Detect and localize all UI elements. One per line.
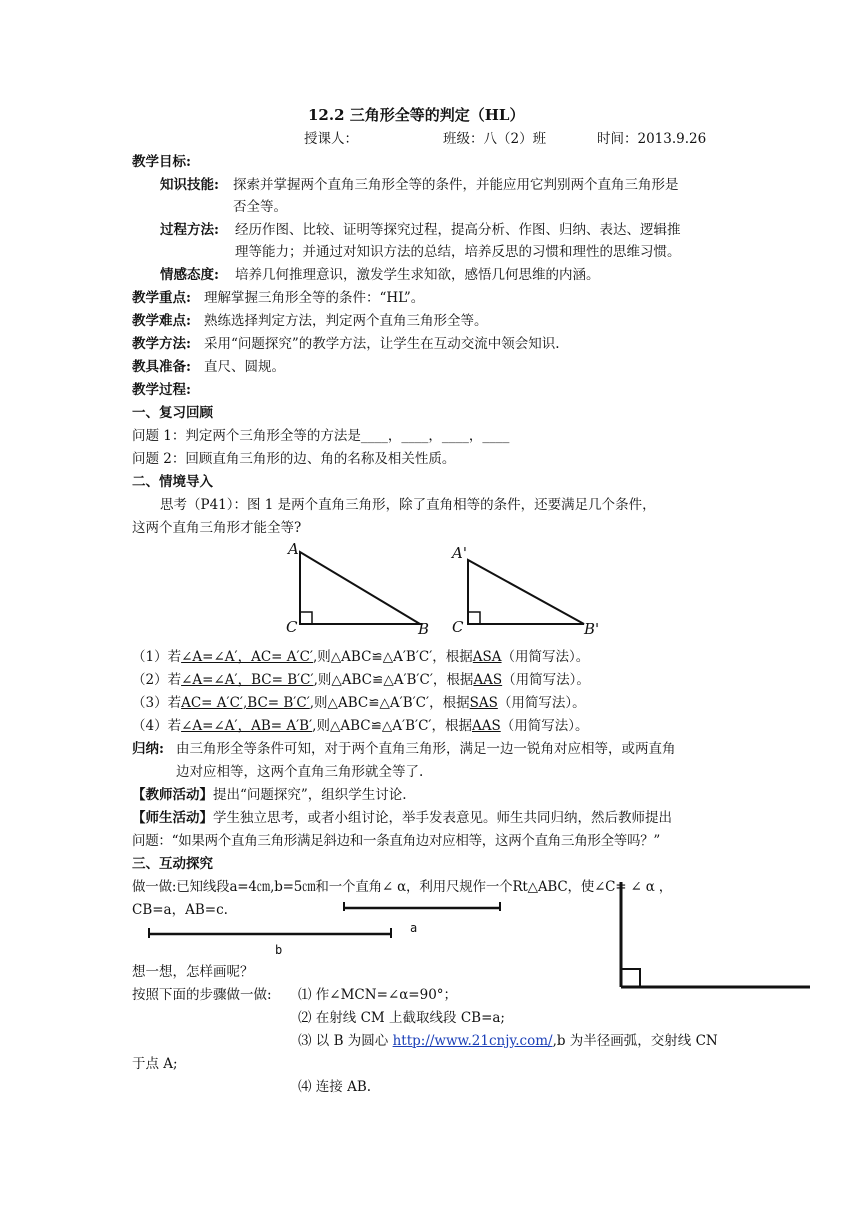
item-4-num: （4）若 bbox=[132, 718, 182, 734]
try-line-2: CB=a，AB=c. bbox=[132, 902, 228, 918]
label-A-prime: A' bbox=[452, 544, 467, 562]
item-2-middle: ,则△ABC≌△A′B′C′，根据 bbox=[313, 672, 474, 688]
teacher-activity-label: 【教师活动】 bbox=[132, 787, 213, 803]
triangle-a2b2c2 bbox=[468, 560, 584, 624]
emotion-text: 培养几何推理意识，激发学生求知欲，感悟几何思维的内涵。 bbox=[235, 267, 600, 283]
label-A: A bbox=[288, 540, 299, 558]
process-text-2: 理等能力；并通过对知识方法的总结，培养反思的习惯和理性的思维习惯。 bbox=[235, 244, 681, 260]
step-3-prefix: ⑶ 以 B 为圆心 bbox=[298, 1033, 393, 1049]
process-text-1: 经历作图、比较、证明等探究过程，提高分析、作图、归纳、表达、逻辑推 bbox=[235, 222, 681, 238]
item-1-condition: ∠A=∠A′，AC= A′C′ bbox=[181, 649, 313, 665]
section1-heading: 一、复习回顾 bbox=[132, 405, 213, 421]
item-3-tail: （用简写法）。 bbox=[497, 695, 586, 711]
steps-intro: 按照下面的步骤做一做: bbox=[132, 987, 272, 1003]
joint-activity-line-1: 学生独立思考，或者小组讨论，举手发表意见。师生共同归纳，然后教师提出 bbox=[213, 810, 672, 826]
label-B-prime: B' bbox=[584, 620, 600, 638]
item-4-middle: ,则△ABC≌△A′B′C′，根据 bbox=[312, 718, 472, 734]
item-4-condition: ∠A=∠A′，AB= A′B′ bbox=[181, 718, 313, 734]
step-2: ⑵ 在射线 CM 上截取线段 CB=a; bbox=[298, 1010, 505, 1026]
try-line-1: 做一做:已知线段a=4㎝,b=5㎝和一个直角∠ α，利用尺规作一个Rt△ABC，使∠C= ∠ α ， bbox=[132, 879, 673, 895]
process-heading: 教学过程: bbox=[132, 382, 191, 398]
segment-a bbox=[340, 898, 504, 914]
label-B: B bbox=[418, 620, 430, 638]
difficulty-label: 教学难点: bbox=[132, 313, 191, 329]
knowledge-label: 知识技能: bbox=[160, 177, 219, 193]
item-2 bbox=[132, 670, 590, 690]
step-4: ⑷ 连接 AB. bbox=[298, 1079, 372, 1095]
triangle-abc bbox=[300, 552, 420, 624]
teacher-label: 授课人： bbox=[304, 131, 358, 147]
section3-heading: 三、互动探究 bbox=[132, 856, 213, 872]
item-2-tail: （用简写法）。 bbox=[502, 672, 590, 688]
item-2-answer: AAS bbox=[473, 672, 503, 688]
question-1: 问题 1：判定两个三角形全等的方法是____，____，____，____ bbox=[132, 428, 510, 444]
think-line-2: 这两个直角三角形才能全等? bbox=[132, 520, 302, 536]
tools-label: 教具准备: bbox=[132, 359, 191, 375]
focus-text: 理解掌握三角形全等的条件：“HL”。 bbox=[204, 290, 425, 306]
teacher-activity-text: 提出“问题探究”，组织学生讨论. bbox=[213, 787, 407, 803]
item-4-answer: AAS bbox=[471, 718, 501, 734]
date-info: 时间：2013.9.26 bbox=[597, 131, 707, 147]
label-C-prime: C bbox=[452, 618, 464, 636]
item-1-num: （1）若 bbox=[132, 649, 182, 665]
step-3 bbox=[298, 1031, 718, 1051]
summary-line-2: 边对应相等，这两个直角三角形就全等了. bbox=[176, 764, 424, 780]
summary-label: 归纳: bbox=[132, 741, 164, 757]
right-angle-alpha bbox=[612, 880, 812, 992]
tools-text: 直尺、圆规。 bbox=[204, 359, 285, 375]
label-C: C bbox=[286, 618, 298, 636]
segment-b-label: b bbox=[275, 943, 283, 957]
segment-a-label: a bbox=[410, 921, 418, 935]
method-text: 采用“问题探究”的教学方法，让学生在互动交流中领会知识. bbox=[204, 336, 560, 352]
item-1-answer: ASA bbox=[472, 649, 502, 665]
think-line-1: 思考（P41）：图 1 是两个直角三角形，除了直角相等的条件，还要满足几个条件， bbox=[160, 497, 656, 513]
step-3-line-2: 于点 A; bbox=[132, 1056, 178, 1072]
think-question: 想一想，怎样画呢？ bbox=[132, 964, 254, 980]
method-label: 教学方法: bbox=[132, 336, 191, 352]
item-3 bbox=[132, 693, 586, 713]
item-2-num: （2）若 bbox=[132, 672, 182, 688]
item-3-middle: ,则△ABC≌△A′B′C′，根据 bbox=[309, 695, 470, 711]
figure-right-triangles bbox=[280, 538, 610, 638]
process-label: 过程方法: bbox=[160, 222, 219, 238]
item-2-condition: ∠A=∠A′，BC= B′C′ bbox=[181, 672, 314, 688]
item-4-tail: （用简写法）。 bbox=[500, 718, 589, 734]
knowledge-text-1: 探索并掌握两个直角三角形全等的条件，并能应用它判别两个直角三角形是 bbox=[233, 177, 679, 193]
segment-b bbox=[145, 926, 395, 942]
joint-activity bbox=[132, 808, 672, 828]
section2-heading: 二、情境导入 bbox=[132, 474, 213, 490]
summary-line-1: 由三角形全等条件可知，对于两个直角三角形，满足一边一锐角对应相等，或两直角 bbox=[176, 741, 676, 757]
emotion-label: 情感态度: bbox=[160, 267, 219, 283]
item-3-answer: SAS bbox=[469, 695, 498, 711]
item-1 bbox=[132, 647, 589, 667]
joint-activity-line-2: 问题：“如果两个直角三角形满足斜边和一条直角边对应相等，这两个直角三角形全等吗？” bbox=[132, 833, 661, 849]
teacher-activity bbox=[132, 785, 407, 805]
step-3-suffix: ,b 为半径画弧，交射线 CN bbox=[552, 1033, 718, 1049]
item-1-tail: （用简写法）。 bbox=[501, 649, 590, 665]
step-1: ⑴ 作∠MCN=∠α=90°； bbox=[298, 987, 458, 1003]
goals-heading: 教学目标: bbox=[132, 154, 191, 170]
page-title: 12.2 三角形全等的判定（HL） bbox=[308, 106, 525, 124]
step-3-link[interactable]: http://www.21cnjy.com/ bbox=[392, 1033, 553, 1049]
item-3-num: （3）若 bbox=[132, 695, 182, 711]
question-2: 问题 2：回顾直角三角形的边、角的名称及相关性质。 bbox=[132, 451, 456, 467]
focus-label: 教学重点: bbox=[132, 290, 191, 306]
joint-activity-label: 【师生活动】 bbox=[132, 810, 213, 826]
item-1-middle: ,则△ABC≌△A′B′C′，根据 bbox=[312, 649, 473, 665]
class-info: 班级：八（2）班 bbox=[443, 131, 547, 147]
knowledge-text-2: 否全等。 bbox=[233, 199, 287, 215]
difficulty-text: 熟练选择判定方法，判定两个直角三角形全等。 bbox=[204, 313, 488, 329]
item-4 bbox=[132, 716, 588, 736]
item-3-condition: AC= A′C′,BC= B′C′ bbox=[181, 695, 310, 711]
